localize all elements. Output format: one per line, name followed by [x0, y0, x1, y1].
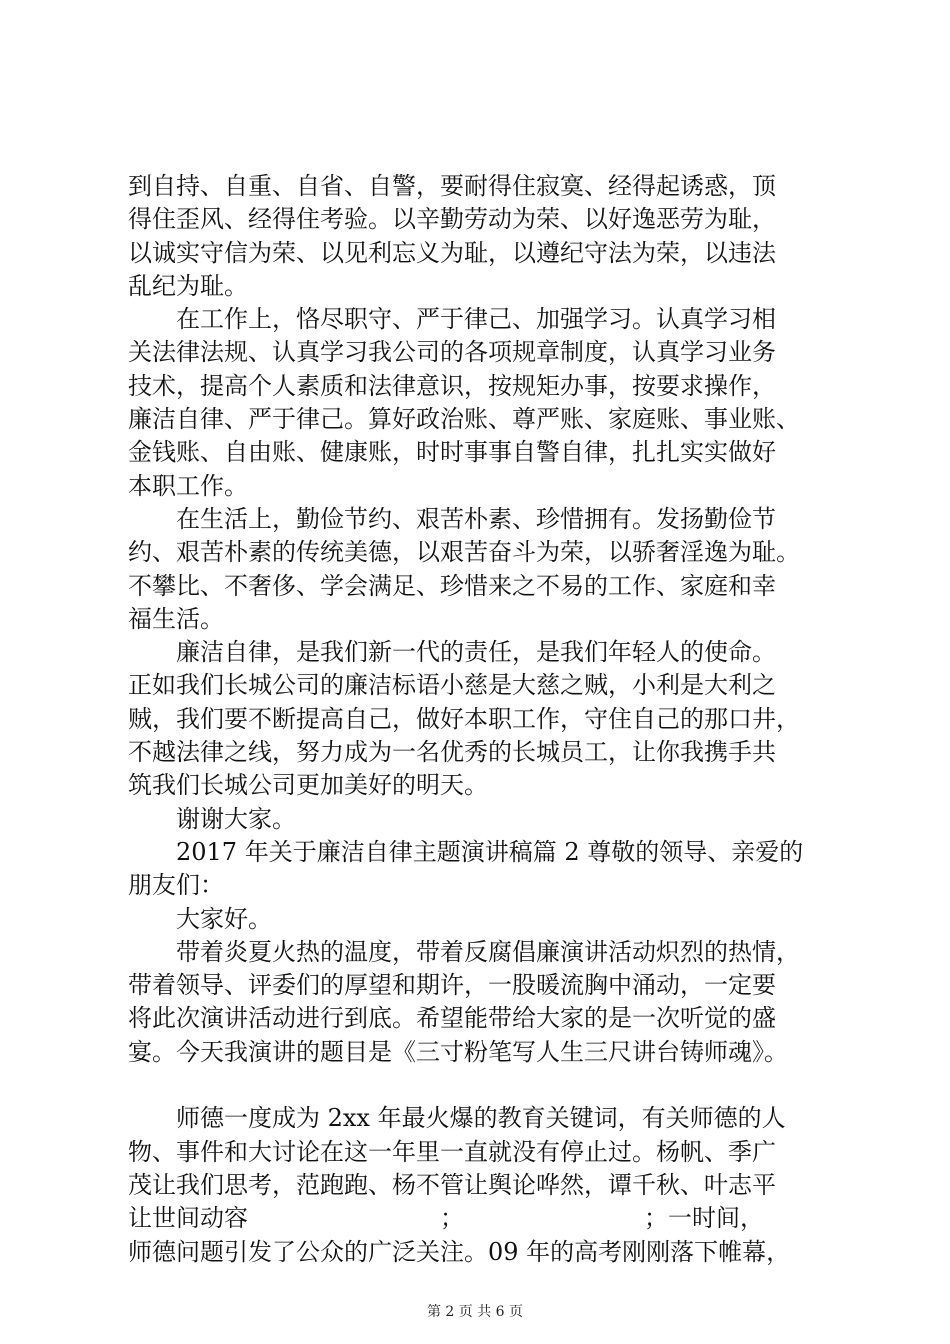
text-line: 在工作上，恪尽职守、严于律己、加强学习。认真学习相 [128, 305, 776, 334]
text-line: 约、艰苦朴素的传统美德，以艰苦奋斗为荣，以骄奢淫逸为耻。 [128, 538, 800, 567]
text-line: 物、事件和大讨论在这一年里一直就没有停止过。杨帆、季广 [128, 1137, 776, 1166]
blank-line [128, 1069, 840, 1102]
text-line: 金钱账、自由账、健康账，时时事事自警自律，扎扎实实做好 [128, 438, 776, 467]
document-body [128, 170, 840, 1269]
text-line: 2017 年关于廉洁自律主题演讲稿篇 2 尊敬的领导、亲爱的 [128, 837, 804, 866]
text-line: 得住歪风、经得住考验。以辛勤劳动为荣、以好逸恶劳为耻， [128, 205, 776, 234]
text-line: 乱纪为耻。 [128, 271, 248, 300]
text-line: 廉洁自律，是我们新一代的责任，是我们年轻人的使命。 [128, 638, 776, 667]
text-line: 带着领导、评委们的厚望和期许，一股暖流胸中涌动，一定要 [128, 971, 776, 1000]
text-line: 师德问题引发了公众的广泛关注。09 年的高考刚刚落下帷幕， [128, 1237, 791, 1266]
text-line: 筑我们长城公司更加美好的明天。 [128, 771, 488, 800]
text-line: 廉洁自律、严于律己。算好政治账、尊严账、家庭账、事业账、 [128, 405, 800, 434]
text-line: 在生活上，勤俭节约、艰苦朴素、珍惜拥有。发扬勤俭节 [128, 504, 776, 533]
text-line: 茂让我们思考，范跑跑、杨不管让舆论哗然，谭千秋、叶志平 [128, 1170, 776, 1199]
text-line: 正如我们长城公司的廉洁标语小慈是大慈之贼，小利是大利之 [128, 671, 776, 700]
text-line: 本职工作。 [128, 471, 248, 500]
page-number-footer: 第 2 页 共 6 页 [426, 1304, 524, 1320]
text-line: 师德一度成为 2xx 年最火爆的教育关键词，有关师德的人 [128, 1104, 786, 1133]
text-line: 宴。今天我演讲的题目是《三寸粉笔写人生三尺讲台铸师魂》。 [128, 1037, 788, 1066]
text-line: 朋友们： [128, 871, 224, 900]
text-line: 将此次演讲活动进行到底。希望能带给大家的是一次听觉的盛 [128, 1004, 776, 1033]
text-line: 不越法律之线，努力成为一名优秀的长城员工，让你我携手共 [128, 738, 776, 767]
text-line: 到自持、自重、自省、自警，要耐得住寂寞、经得起诱惑，顶 [128, 172, 776, 200]
text-line: 带着炎夏火热的温度，带着反腐倡廉演讲活动炽烈的热情， [128, 937, 800, 966]
text-line: 不攀比、不奢侈、学会满足、珍惜来之不易的工作、家庭和幸 [128, 571, 776, 600]
text-line: 福生活。 [128, 604, 224, 633]
text-line: 技术，提高个人素质和法律意识，按规矩办事，按要求操作， [128, 371, 776, 400]
text-line: 谢谢大家。 [128, 804, 296, 833]
text-line: 以诚实守信为荣、以见利忘义为耻，以遵纪守法为荣，以违法 [128, 238, 776, 267]
text-line: 关法律法规、认真学习我公司的各项规章制度，认真学习业务 [128, 338, 776, 367]
text-line: 大家好。 [128, 904, 272, 933]
text-line: 让世间动容 ； ；一时间， [128, 1204, 764, 1233]
text-line: 贼，我们要不断提高自己，做好本职工作，守住自己的那口井， [128, 704, 800, 733]
